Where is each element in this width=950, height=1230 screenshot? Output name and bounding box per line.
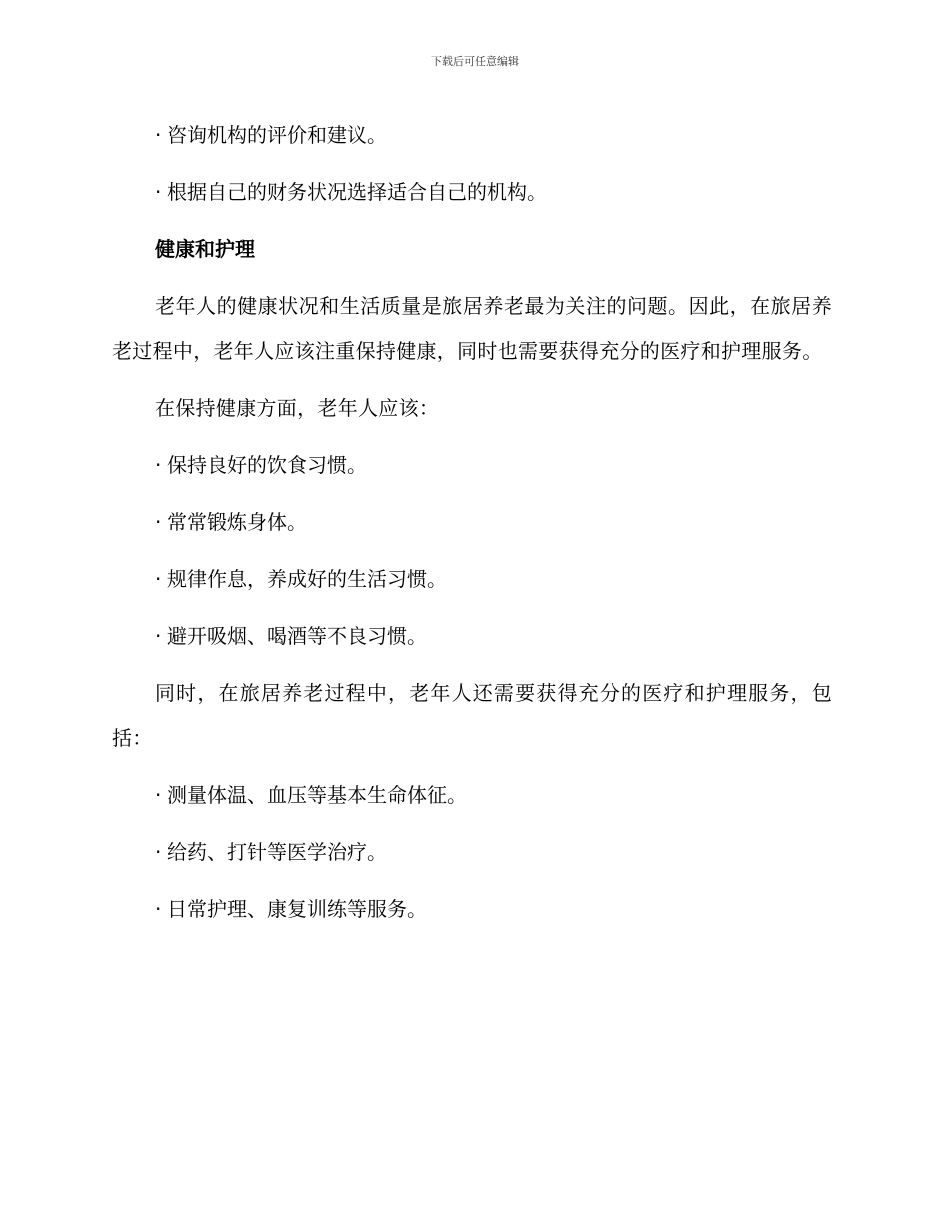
bullet-item [112,113,832,158]
bullet-item [112,773,832,818]
bullet-item [112,557,832,602]
bullet-dot: · [155,453,162,477]
document-body [112,113,832,944]
bullet-dot: · [155,567,162,591]
paragraph-intro: 在保持健康方面，老年人应该： [155,396,440,420]
bullet-text: 根据自己的财务状况选择适合自己的机构。 [167,180,547,204]
bullet-item [112,443,832,488]
bullet-dot: · [155,180,162,204]
bullet-item [112,170,832,215]
section-heading: 健康和护理 [155,237,255,261]
bullet-dot: · [155,897,162,921]
bullet-text: 测量体温、血压等基本生命体征。 [167,783,467,807]
bullet-text: 常常锻炼身体。 [167,510,307,534]
bullet-text: 保持良好的饮食习惯。 [167,453,367,477]
bullet-text: 日常护理、康复训练等服务。 [167,897,427,921]
bullet-text: 规律作息，养成好的生活习惯。 [167,567,447,591]
bullet-dot: · [155,840,162,864]
bullet-dot: · [155,123,162,147]
paragraph: 老年人的健康状况和生活质量是旅居养老最为关注的问题。因此，在旅居养老过程中，老年人应该注重保持健康，同时也需要获得充分的医疗和护理服务。 [112,294,832,363]
bullet-item [112,830,832,875]
bullet-text: 给药、打针等医学治疗。 [167,840,387,864]
bullet-text: 咨询机构的评价和建议。 [167,123,387,147]
bullet-item [112,887,832,932]
bullet-dot: · [155,510,162,534]
bullet-item [112,500,832,545]
bullet-item [112,614,832,659]
bullet-dot: · [155,624,162,648]
bullet-text: 避开吸烟、喝酒等不良习惯。 [167,624,427,648]
page-header-note: 下载后可任意编辑 [431,55,519,68]
paragraph: 同时，在旅居养老过程中，老年人还需要获得充分的医疗和护理服务，包括： [112,681,832,750]
bullet-dot: · [155,783,162,807]
